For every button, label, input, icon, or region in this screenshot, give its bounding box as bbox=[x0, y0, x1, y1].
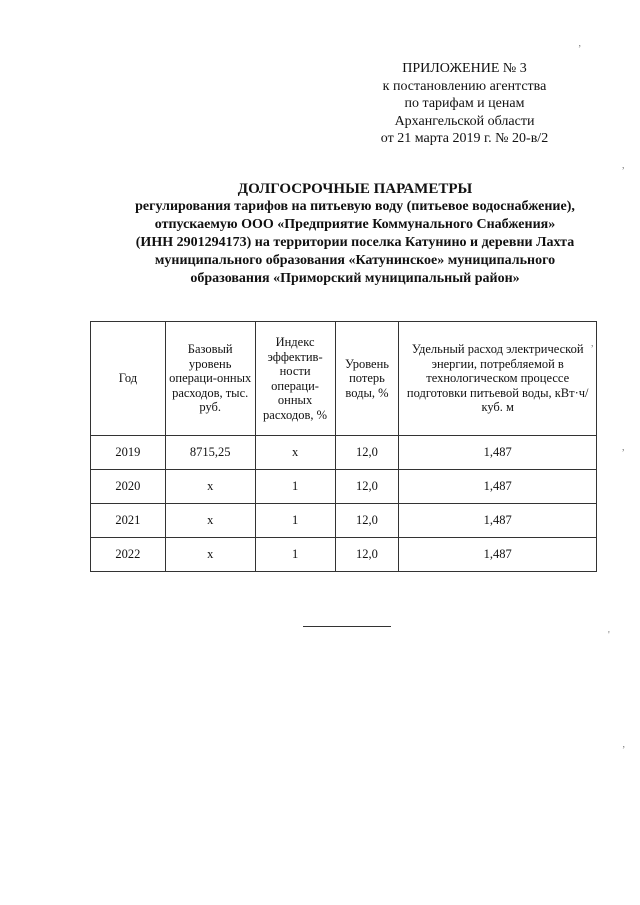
cell-base-opex: х bbox=[165, 504, 255, 538]
table-header-row bbox=[91, 322, 597, 436]
header-base-opex: Базовый уровень операци-онных расходов, тыс. руб. bbox=[165, 322, 255, 436]
scan-speck: , bbox=[622, 442, 625, 453]
appendix-line: по тарифам и ценам bbox=[404, 96, 525, 111]
cell-efficiency-index: 1 bbox=[255, 470, 335, 504]
table-row bbox=[91, 504, 597, 538]
parameters-table bbox=[90, 321, 597, 572]
document-title bbox=[70, 180, 640, 288]
cell-base-opex: х bbox=[165, 538, 255, 572]
cell-energy-consumption: 1,487 bbox=[399, 504, 597, 538]
table-row bbox=[91, 470, 597, 504]
scan-speck: , bbox=[591, 338, 594, 349]
title-line: (ИНН 2901294173) на территории поселка Катунино и деревни Лахта bbox=[135, 235, 575, 250]
appendix-line: к постановлению агентства bbox=[382, 78, 547, 94]
header-energy-consumption: Удельный расход электрической энергии, потребляемой в технологическом процессе подготовки питьевой воды, кВт·ч/куб. м bbox=[399, 322, 597, 436]
cell-water-loss: 12,0 bbox=[335, 504, 399, 538]
appendix-number: ПРИЛОЖЕНИЕ № 3 bbox=[402, 61, 527, 76]
cell-year: 2021 bbox=[91, 504, 166, 538]
header-efficiency-index: Индекс эффектив-ности операци-онных расходов, % bbox=[255, 322, 335, 436]
cell-water-loss: 12,0 bbox=[335, 470, 399, 504]
title-line: муниципального образования «Катунинское» муниципального bbox=[154, 253, 556, 268]
cell-energy-consumption: 1,487 bbox=[399, 470, 597, 504]
cell-year: 2020 bbox=[91, 470, 166, 504]
cell-energy-consumption: 1,487 bbox=[399, 436, 597, 470]
cell-efficiency-index: 1 bbox=[255, 538, 335, 572]
cell-year: 2022 bbox=[91, 538, 166, 572]
cell-year: 2019 bbox=[91, 436, 166, 470]
title-heading: ДОЛГОСРОЧНЫЕ ПАРАМЕТРЫ bbox=[237, 181, 473, 197]
title-line: регулирования тарифов на питьевую воду (питьевое водоснабжение), bbox=[135, 199, 575, 214]
closing-divider bbox=[303, 626, 391, 627]
title-line: отпускаемую ООО «Предприятие Коммунального Снабжения» bbox=[154, 217, 556, 232]
cell-water-loss: 12,0 bbox=[335, 538, 399, 572]
cell-efficiency-index: 1 bbox=[255, 504, 335, 538]
appendix-line: Архангельской области bbox=[394, 113, 535, 129]
cell-efficiency-index: х bbox=[255, 436, 335, 470]
title-line: образования «Приморский муниципальный район» bbox=[190, 271, 520, 286]
scan-speck: ʼ bbox=[578, 44, 582, 55]
scan-speck: ʼ bbox=[622, 745, 626, 756]
cell-base-opex: 8715,25 bbox=[165, 436, 255, 470]
cell-base-opex: х bbox=[165, 470, 255, 504]
header-year: Год bbox=[91, 322, 166, 436]
header-water-loss: Уровень потерь воды, % bbox=[335, 322, 399, 436]
appendix-block bbox=[352, 60, 577, 148]
table-row bbox=[91, 538, 597, 572]
appendix-date: от 21 марта 2019 г. № 20-в/2 bbox=[380, 131, 549, 146]
scan-speck: ' bbox=[608, 630, 610, 641]
scan-speck: , bbox=[622, 160, 625, 171]
table-row bbox=[91, 436, 597, 470]
cell-water-loss: 12,0 bbox=[335, 436, 399, 470]
cell-energy-consumption: 1,487 bbox=[399, 538, 597, 572]
